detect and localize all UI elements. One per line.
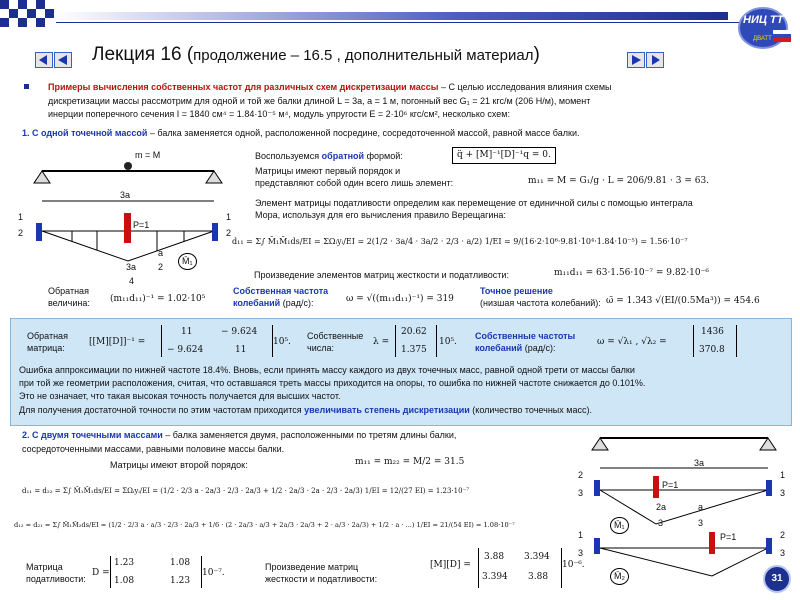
diagram1-half-num-left: 1 [18,212,24,222]
previous-slide-button[interactable] [54,52,72,68]
diagram2-left-frac1-den: 3 [578,488,584,498]
header-gradient-bar [56,12,728,20]
exact-solution-label: Точное решение [480,286,553,296]
center-mass-icon [124,162,132,170]
product-matrix-label-1: Произведение матриц [265,562,359,572]
eigen-label-1: Собственные [307,331,364,341]
compliance-matrix-label-1: Матрица [26,562,63,572]
panel-note-4b: увеличивать степень дискретизации [304,405,470,415]
d11-formula: d₁₁ = Σ∫ M̄₁M̄₁ds/EI = ΣΩᵢyᵢ/EI = 2(1/2 · 3a/4 · 3a/2 · 2/3 · a/2) 1/EI = 9/(16·2·10⁶·9.81·10⁴·1.84·10⁻⁵) = 1.56·10⁻⁷ [232,237,688,246]
diagram2-moment2-label: M̄₂ [610,568,629,585]
own-frequency-label-2 [233,298,313,309]
diagram2-left-frac1-num: 2 [578,470,584,480]
left-reaction-arrow [36,223,42,241]
use-inverse-label: Воспользуемся [255,151,320,161]
section1-heading-rest: – балка заменяется одной, расположенной посредине, сосредоточенной массой, равной массе балки. [147,128,580,138]
diagram2-span-label: 3a [694,458,705,468]
inverse-tail: формой: [366,151,403,161]
freq-word: колебаний [475,343,523,353]
freq-unit: (рад/с): [522,343,556,353]
beam2-load2-arrow [709,532,715,554]
diagram2-2a-den: 3 [658,518,664,528]
beam2-left-support-icon [592,438,608,450]
intro-line1-text: – С целью исследования влияния схемы [438,82,612,92]
title-close: ) [533,44,540,65]
d-r1c1: 1.23 [114,558,135,568]
omega-1: 1436 [701,327,724,337]
compliance-line-2: Мора, используя для его вычисления правило Верещагина: [255,210,506,220]
right-support-icon [206,171,222,183]
m11-formula: m₁₁ = M = G₁/g · L = 206/9.81 · 3 = 63. [528,176,710,186]
section1-heading [22,128,579,139]
diagram2-moment1-label: M̄₁ [610,517,629,534]
md-lhs: [M][D] = [430,560,471,570]
section2-d12-formula: d₁₂ = d₂₁ = Σ∫ M̄₁M̄₂ds/EI = (1/2 · 2/3 a · a/3 · 2/3 · 2a/3 + 1/6 · (2 · 2a/3 · a/3 + 2a/3 · 2a/3 + 2 · a/3 · 2a/3) + 1/2 · a · ...) 1/EI = 21/(54 EI) = 1.08·10⁻⁷ [14,521,515,529]
inverse-word: обратной [321,151,365,161]
exact-solution-desc: (низшая частота колебаний): [480,298,601,308]
arrow-right-icon [632,55,641,65]
diagram2-a-den: 3 [698,518,704,528]
freq-label-1: Собственные частоты [475,331,576,341]
inverse-formula: q̈ + [M]⁻¹[D]⁻¹q = 0. [452,147,556,164]
reverse-label-1: Обратная [48,286,89,296]
matrix-scale: 10⁵. [273,337,291,347]
section2-d11-formula: d₁₁ = d₂₂ = Σ∫ M̄₁M̄₁ds/EI = ΣΩᵢyᵢ/EI = (1/2 · 2/3 a · 2a/3 · 2/3 · 2a/3 + 1/2 · 2a/3 · 2a · 2/3 · 2a/3) 1/EI = 12/(27 EI) = 1.23·10⁻⁷ [22,487,470,495]
lambda-scale: 10⁵. [439,337,457,347]
diagram2-load2-label: P=1 [720,532,737,542]
md-r1c1: 3.88 [484,552,505,562]
md-r2c2: 3.88 [528,572,549,582]
bullet-icon [24,84,29,89]
arrow-left-icon [58,55,67,65]
panel-note-2: при той же геометрии расположения, считая, что оставшаяся треть массы приходится на опоры, то ошибка по нижней частоте снижается до 0.101%. [19,378,646,388]
diagram2-a-num: a [698,502,704,512]
freq-label-2 [475,343,555,354]
left-support-icon [34,171,50,183]
use-inverse-text [255,151,403,162]
diagram1-span-label: 3a [120,190,131,200]
second-order-label: Матрицы имеют второй порядок: [110,460,248,470]
beam2-left-reaction1 [594,480,600,496]
title-subtitle: продолжение – 16.5 , дополнительный материал [193,47,534,64]
panel-note-1: Ошибка аппроксимации по нижней частоте 18.4%. Вновь, если принять массу каждого из двух точечных масс, равной одной трети от массы балки [19,365,635,375]
own-frequency-label-1: Собственная частота [233,286,329,296]
slide-number-badge: 31 [763,565,791,593]
section2-beam-diagram [572,428,792,598]
skip-forward-icon [652,55,660,65]
d-scale: 10⁻⁷. [202,568,225,578]
own-frequency-word: колебаний [233,298,281,308]
md-r2c1: 3.394 [482,572,508,582]
exact-formula: ω̃ = 1.343 √(EI/(0.5Ma³)) = 454.6 [606,296,760,306]
panel-reverse-label-1: Обратная [27,331,68,341]
reverse-label-2: величина: [48,298,90,308]
omega-formula: ω = √((m₁₁d₁₁)⁻¹) = 319 [346,294,454,304]
intro-line-3: инерции поперечного сечения I = 1840 см⁴ = 1.84·10⁻⁵ м⁴, модуль упругости E = 2·10⁶ кгс/см², несколько схем: [48,109,510,119]
header-line [56,22,746,23]
section2-heading-rest: – балка заменяется двумя, расположенными по третям длины балки, [162,430,457,440]
last-slide-button[interactable] [646,52,664,68]
omega-2: 370.8 [699,345,725,355]
panel-reverse-label-2: матрица: [27,343,65,353]
d-lhs: D = [92,568,110,578]
beam2-right-reaction2 [766,538,772,554]
lambda-1: 20.62 [401,327,427,337]
lambda-lhs: λ = [373,337,390,347]
section2-heading-num: 2. С двумя точечными массами [22,430,163,440]
diagram1-moment-label: M̄₁ [178,253,197,270]
diagram2-left-frac2-den: 3 [578,548,584,558]
intro-line-1 [48,82,611,93]
compliance-matrix-label-2: податливости: [26,574,86,584]
matrix-r2c2: 11 [235,345,247,355]
beam2-left-reaction2 [594,538,600,554]
logo-emblem-icon [735,4,795,54]
title-main: Лекция 16 ( [92,44,194,65]
product-formula: m₁₁d₁₁ = 63·1.56·10⁻⁷ = 9.82·10⁻⁶ [554,268,709,278]
omega-lhs: ω = √λ₁ , √λ₂ = [597,337,667,347]
diagram1-half-den-left: 2 [18,228,24,238]
section2-heading [22,430,456,441]
matrices-line-1: Матрицы имеют первый порядок и [255,166,401,176]
logo-subtext: ДВАТТ [753,36,772,42]
diagram1-half-den-right: 2 [226,228,232,238]
diagram1-a-num: a [158,248,164,258]
skip-back-icon [39,55,47,65]
d-r2c1: 1.08 [114,576,135,586]
intro-lead: Примеры вычисления собственных частот для различных схем дискретизации массы [48,82,439,92]
diagram1-mid-den: 4 [129,276,135,286]
matrices-line-2: представляют собой один всего лишь элемент: [255,178,454,188]
section2-heading-line2: сосредоточенными массами, равными половине массы балки. [22,444,285,454]
diagram2-right-frac1-den: 3 [780,488,786,498]
diagram2-left-frac2-num: 1 [578,530,584,540]
diagram1-a-den: 2 [158,262,164,272]
diagram2-2a-num: 2a [656,502,667,512]
beam2-load1-arrow [653,476,659,498]
compliance-line-1: Элемент матрицы податливости определим как перемещение от единичной силы с помощью интеграла [255,198,693,208]
logo [735,4,795,54]
diagram1-mid-num: 3a [126,262,137,272]
panel-note-4a: Для получения достаточной точности по этим частотам приходится [19,405,305,415]
intro-line-2: дискретизации массы рассмотрим для одной и той же балки длиной L = 3a, a = 1 м, погонный вес G₁ = 21 кгс/м (206 Н/м), момент [48,96,591,106]
diagram2-right-frac1-num: 1 [780,470,786,480]
diagram1-mass-label: m = M [135,150,161,160]
own-frequency-unit: (рад/с): [280,298,314,308]
beam2-right-reaction1 [766,480,772,496]
matrix-lhs: [[M][D]]⁻¹ = [89,337,146,347]
product-matrix-label-2: жесткости и податливости: [265,574,378,584]
beam2-right-support-icon [760,438,776,450]
first-slide-button[interactable] [35,52,53,68]
matrix-r1c1: 11 [181,327,193,337]
panel-note-3: Это не означает, что такая высокая точность получается для высших частот. [19,391,341,401]
section1-heading-num: 1. С одной точечной массой [22,128,148,138]
matrix-r1c2: − 9.624 [221,327,258,337]
diagram1-half-num-right: 1 [226,212,232,222]
product-label: Произведение элементов матриц жесткости и податливости: [254,270,509,280]
md-r1c2: 3.394 [524,552,550,562]
eigen-label-2: числа: [307,343,334,353]
diagram2-load1-label: P=1 [662,480,679,490]
section2-m-formula: m₁₁ = m₂₂ = M/2 = 31.5 [355,457,465,467]
diagram2-right-frac2-den: 3 [780,548,786,558]
matrix-r2c1: − 9.624 [167,345,204,355]
right-reaction-arrow [212,223,218,241]
d-r1c2: 1.08 [170,558,191,568]
panel-note-4 [19,405,592,416]
d-r2c2: 1.23 [170,576,191,586]
diagram2-right-frac2-num: 2 [780,530,786,540]
panel-note-4c: (количество точечных масс). [469,405,592,415]
results-panel [10,318,792,426]
logo-text: НИЦ ТТ [743,14,784,26]
diagram1-load-label: P=1 [133,220,150,230]
next-slide-button[interactable] [627,52,645,68]
reverse-formula: (m₁₁d₁₁)⁻¹ = 1.02·10⁵ [110,294,206,304]
load-arrow [124,213,131,243]
md-scale: 10⁻⁶. [562,560,585,570]
page-title [92,44,540,66]
lambda-2: 1.375 [401,345,427,355]
